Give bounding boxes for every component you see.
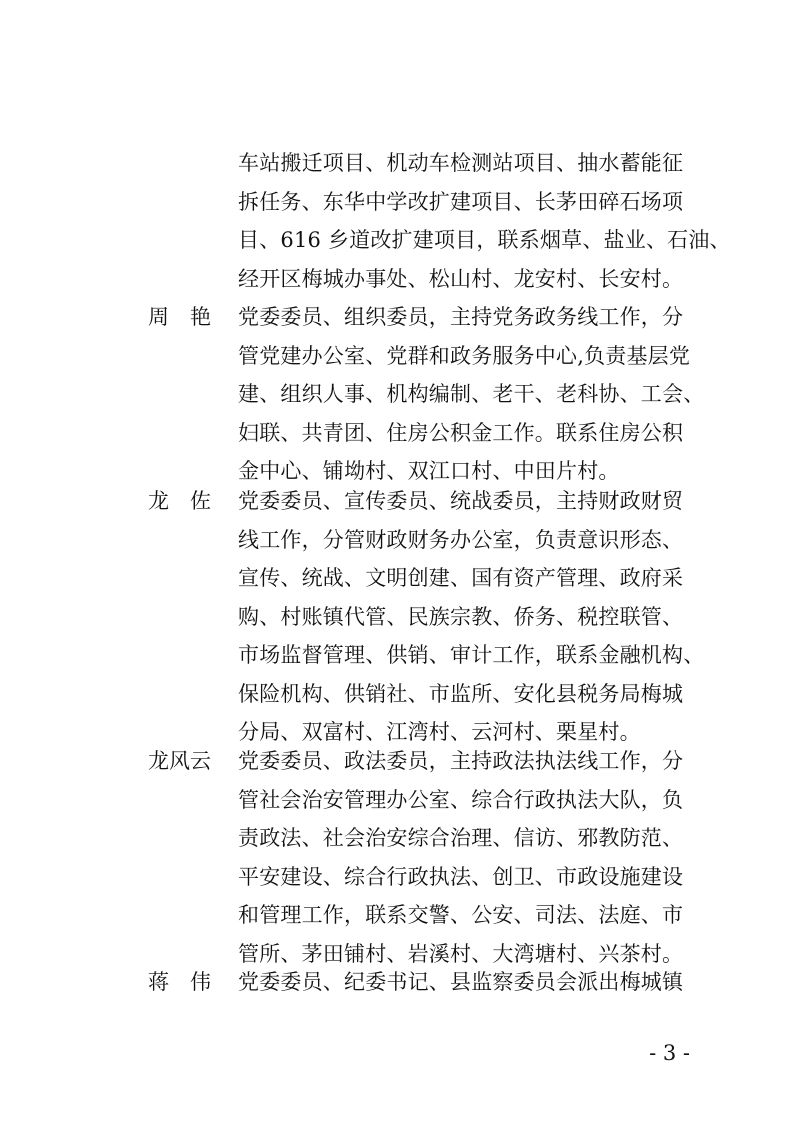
text-line: 党委委员、政法委员，主持政法执法线工作，分	[238, 749, 684, 773]
text-line: 管社会治安管理办公室、综合行政执法大队，负	[238, 787, 684, 812]
text-line: 分局、双富村、江湾村、云河村、栗星村。	[238, 720, 641, 744]
text-line: 宣传、统战、文明创建、国有资产管理、政府采	[238, 566, 684, 590]
text-line: 责政法、社会治安综合治理、信访、邪教防范、	[238, 826, 684, 850]
text-line: 经开区梅城办事处、松山村、龙安村、长安村。	[238, 266, 684, 291]
person-name: 周 艳	[148, 305, 211, 329]
page-number: - 3 -	[649, 1041, 690, 1065]
text-line: 车站搬迁项目、机动车检测站项目、抽水蓄能征	[238, 151, 684, 175]
text-line: 线工作，分管财政财务办公室，负责意识形态、	[238, 527, 684, 552]
text-line: 管党建办公室、党群和政务服务中心,负责基层党	[238, 343, 691, 368]
duty-text	[238, 963, 708, 1002]
text-line: 党委委员、组织委员，主持党务政务线工作，分	[238, 305, 684, 329]
text-line: 管所、茅田铺村、岩溪村、大湾塘村、兴茶村。	[238, 941, 684, 966]
person-name: 龙风云	[148, 749, 211, 773]
duty-text	[238, 144, 731, 298]
text-line: 市场监督管理、供销、审计工作，联系金融机构、	[238, 643, 705, 667]
text-line: 金中心、铺坳村、双江口村、中田片村。	[238, 459, 620, 483]
text-line: 拆任务、东华中学改扩建项目、长茅田碎石场项	[238, 189, 684, 214]
text-line: 妇联、共青团、住房公积金工作。联系住房公积	[238, 420, 684, 445]
person-name: 蒋 伟	[148, 970, 211, 994]
text-line: 建、组织人事、机构编制、老干、老科协、工会、	[238, 382, 705, 406]
text-line: 和管理工作，联系交警、公安、司法、法庭、市	[238, 903, 684, 927]
duty-text	[238, 298, 708, 491]
text-line: 党委委员、纪委书记、县监察委员会派出梅城镇	[238, 970, 684, 994]
text-line: 保险机构、供销社、市监所、安化县税务局梅城	[238, 681, 684, 706]
duty-text	[238, 742, 708, 973]
text-line: 平安建设、综合行政执法、创卫、市政设施建设	[238, 864, 684, 889]
text-line: 目、616 乡道改扩建项目，联系烟草、盐业、石油、	[238, 228, 731, 252]
person-name: 龙 佐	[148, 489, 211, 513]
text-line: 党委委员、宣传委员、统战委员，主持财政财贸	[238, 489, 684, 513]
duty-text	[238, 482, 708, 752]
text-line: 购、村账镇代管、民族宗教、侨务、税控联管、	[238, 604, 684, 629]
